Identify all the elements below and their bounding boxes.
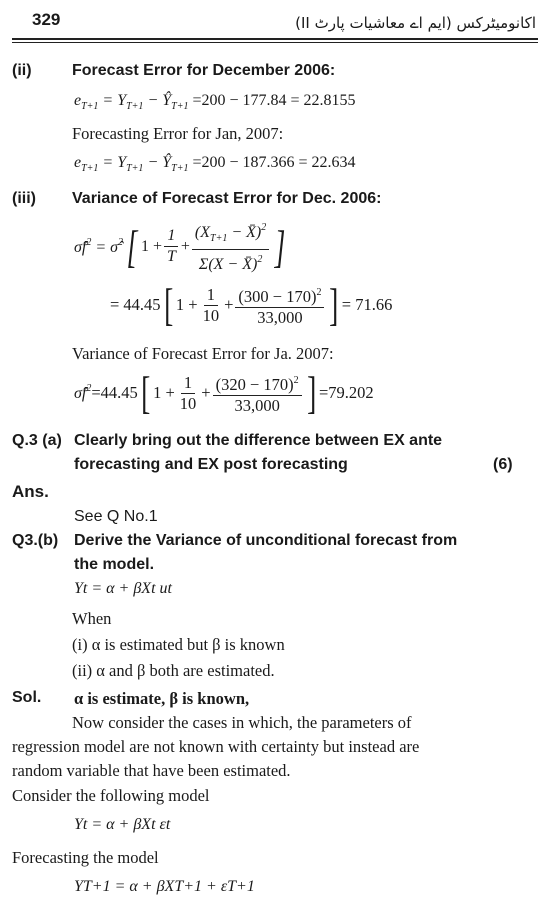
solution-label: Sol. xyxy=(12,689,42,706)
section-iii-label: (iii) xyxy=(12,190,36,207)
variance-dec-result: = 71.66 xyxy=(341,295,393,314)
answer-text: See Q No.1 xyxy=(74,508,158,525)
solution-heading: α is estimate, β is known, xyxy=(74,689,250,708)
question-3a-line1: Clearly bring out the difference between EX ante xyxy=(74,432,443,449)
variance-jan-ten: 10 xyxy=(179,393,197,413)
variance-dec-denominator: 33,000 xyxy=(257,307,303,327)
header-rule-thick xyxy=(12,38,538,40)
variance-dec-numerator: (300 − 170) xyxy=(238,286,317,306)
section-iii-heading: Variance of Forecast Error for Dec. 2006: xyxy=(72,190,382,207)
variance-dec-sigma: = 44.45 xyxy=(110,295,161,314)
question-3b-line1: Derive the Variance of unconditional forecast from xyxy=(74,532,458,549)
solution-paragraph-line3: random variable that have been estimated. xyxy=(12,761,291,780)
equation-variance-formula: $\sigmâf^2$ = σ̂$^2$ [ 1 + $\frac{1}{T}$ + $\frac{(X_{T+1} - X̄)^2}{\Sigma(X - X̄)^2}$ ] xyxy=(74,218,289,275)
variance-jan-denominator: 33,000 xyxy=(234,395,280,415)
question-3a-marks: (6) xyxy=(493,456,513,473)
variance-jan-numerator: (320 − 170) xyxy=(215,374,294,394)
variance-jan-result: =79.202 xyxy=(318,383,374,402)
running-title: اکانومیٹرکس (ایم اے معاشیات پارٹ II) xyxy=(295,14,536,32)
equation-forecast-error-jan-value: =200 − 187.366 = 22.634 xyxy=(192,154,356,171)
model-equation: Yt = α + βXt εt xyxy=(74,816,171,833)
question-3b-model: Yt = α + βXt ut xyxy=(74,580,172,597)
variance-jan-sigma: =44.45 xyxy=(91,383,138,402)
variance-dec-ten: 10 xyxy=(202,305,220,325)
question-3b-case1: (i) α is estimated but β is known xyxy=(72,635,285,654)
question-3b-line2: the model. xyxy=(74,556,155,573)
question-3a-line2: forecasting and EX post forecasting xyxy=(74,456,348,473)
equation-forecast-error-dec: $e_{T+1} = Y_{T+1}$ − $Ŷ_{T+1} =200 - 177.84 = 22.8155$ xyxy=(74,92,356,112)
forecast-model-equation: YT+1 = α + βXT+1 + εT+1 xyxy=(74,878,255,895)
consider-model-line: Consider the following model xyxy=(12,786,210,805)
equation-forecast-error-dec-value: =200 − 177.84 = 22.8155 xyxy=(192,92,356,109)
question-3b-case2: (ii) α and β both are estimated. xyxy=(72,661,275,680)
forecasting-model-line: Forecasting the model xyxy=(12,848,159,867)
solution-paragraph-line1: Now consider the cases in which, the parameters of xyxy=(72,713,412,732)
equation-variance-dec: = 44.45 [ 1 + $\frac{1}{10}$ + $\frac{(300 - 170)^2}{33,000}$ ] = 71.66 xyxy=(110,279,393,330)
question-3b-when: When xyxy=(72,609,112,628)
question-3a-label: Q.3 (a) xyxy=(12,432,62,449)
variance-jan-label: Variance of Forecast Error for Ja. 2007: xyxy=(72,344,334,363)
forecasting-error-jan-label: Forecasting Error for Jan, 2007: xyxy=(72,124,284,143)
equation-variance-jan: $\sigmâf^2$ =44.45 [ 1 + $\frac{1}{10}$ + $\frac{(320 - 170)^2}{33,000}$ ] =79.202 xyxy=(74,367,374,418)
page-number: 329 xyxy=(32,10,61,29)
header-rule-thin xyxy=(12,42,538,43)
answer-label: Ans. xyxy=(12,482,49,501)
equation-forecast-error-jan: $e_{T+1} = Y_{T+1}$ − $Ŷ_{T+1} =200 - 187.366 = 22.634$ xyxy=(74,154,356,174)
section-ii-heading: Forecast Error for December 2006: xyxy=(72,62,336,79)
question-3b-label: Q3.(b) xyxy=(12,532,59,549)
solution-paragraph-line2: regression model are not known with certainty but instead are xyxy=(12,737,420,756)
section-ii-label: (ii) xyxy=(12,62,32,79)
